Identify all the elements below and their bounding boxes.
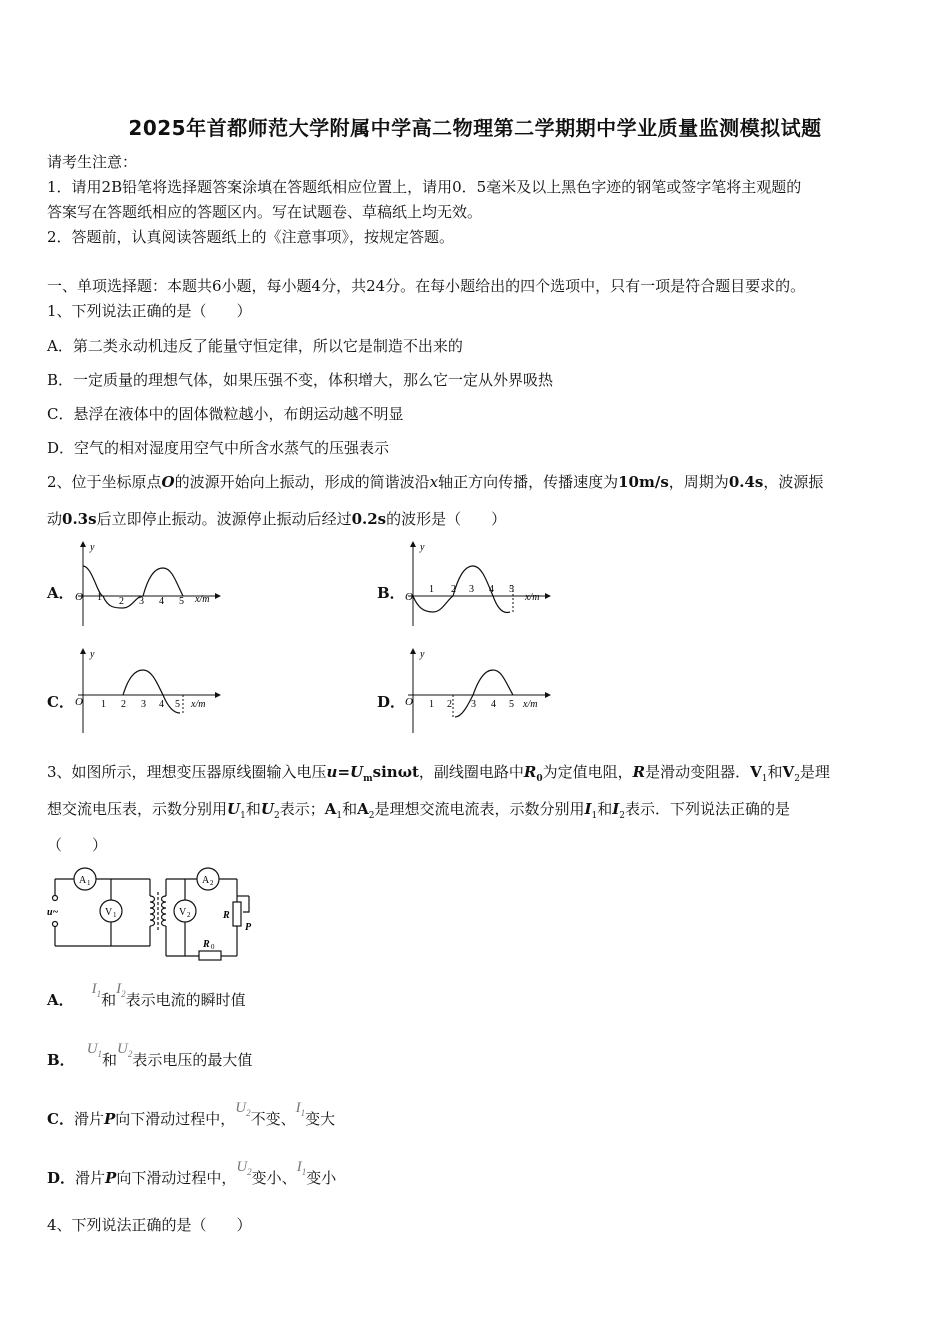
- tick-5: 5: [179, 596, 184, 607]
- svg-text:1: 1: [113, 911, 117, 919]
- q3-option-a: A．$I_1$和$I_2$表示电流的瞬时值: [47, 981, 246, 1009]
- q2-stem-line1: 2、位于坐标原点O的波源开始向上振动，形成的简谐波沿x轴正方向传播，传播速度为10m/s，周期为0.4s，波源振: [47, 473, 824, 491]
- origin-label: O: [405, 591, 413, 603]
- svg-text:P: P: [245, 922, 252, 933]
- q1-option-d: D．空气的相对湿度用空气中所含水蒸气的压强表示: [47, 439, 390, 457]
- y-label: y: [420, 649, 425, 660]
- tick-4: 4: [159, 699, 164, 710]
- q3-option-b: B．$U_1$和$U_2$表示电压的最大值: [47, 1041, 253, 1069]
- q3-option-c: C．滑片P向下滑动过程中，$U_2$不变、$I_1$变大: [47, 1100, 336, 1128]
- tick-3: 3: [141, 699, 146, 710]
- svg-text:0: 0: [211, 943, 215, 951]
- x-label: x/m: [523, 699, 538, 710]
- q3-option-d: D．滑片P向下滑动过程中，$U_2$变小、$I_1$变小: [47, 1159, 337, 1187]
- origin-label: O: [405, 696, 413, 708]
- q2-option-c-label: C．: [47, 693, 74, 711]
- q3-stem-line3: （ ）: [47, 836, 108, 854]
- svg-text:A: A: [79, 875, 87, 886]
- q3-circuit-diagram: [45, 866, 255, 962]
- q2-option-a-label: A．: [47, 584, 74, 602]
- tick-1: 1: [429, 699, 434, 710]
- q2-option-b-label: B．: [377, 584, 405, 602]
- rheostat-slider: [243, 896, 249, 912]
- input-terminal-bottom: [53, 922, 58, 927]
- notice-line-1a: 1．请用2B铅笔将选择题答案涂填在答题纸相应位置上，请用0．5毫米及以上黑色字迹的钢笔或签字笔将主观题的: [47, 178, 802, 196]
- tick-3: 3: [139, 596, 144, 607]
- tick-3: 3: [471, 699, 476, 710]
- tick-3: 3: [469, 584, 474, 595]
- page-title: 2025年首都师范大学附属中学高二物理第二学期期中学业质量监测模拟试题: [128, 116, 822, 140]
- wave-curve: [455, 670, 513, 717]
- tick-1: 1: [97, 592, 102, 603]
- y-label: y: [420, 542, 425, 553]
- wave-curve: [123, 670, 180, 713]
- input-terminal-top: [53, 896, 58, 901]
- tick-5: 5: [509, 699, 514, 710]
- primary-coil: [150, 896, 155, 926]
- q2-stem-line2: 动0.3s后立即停止振动。波源停止振动后经过0.2s的波形是（ ）: [47, 510, 507, 528]
- x-label: x/m: [195, 594, 210, 605]
- q1-option-b: B．一定质量的理想气体，如果压强不变，体积增大，那么它一定从外界吸热: [47, 371, 554, 389]
- svg-text:2: 2: [187, 911, 191, 919]
- tick-2: 2: [121, 699, 126, 710]
- tick-2: 2: [447, 699, 452, 710]
- secondary-coil: [162, 896, 167, 926]
- wave-curve: [413, 566, 510, 612]
- q2-graph-c: [70, 645, 230, 737]
- svg-text:R: R: [203, 939, 210, 950]
- tick-4: 4: [491, 699, 496, 710]
- x-label: x/m: [525, 592, 540, 603]
- svg-text:A: A: [202, 875, 210, 886]
- x-label: x/m: [191, 699, 206, 710]
- notice-heading: 请考生注意：: [47, 153, 138, 171]
- tick-1: 1: [429, 584, 434, 595]
- q1-option-a: A．第二类永动机违反了能量守恒定律，所以它是制造不出来的: [47, 337, 463, 355]
- tick-5: 5: [175, 699, 180, 710]
- svg-text:R: R: [223, 910, 230, 921]
- q3-stem-line2: 想交流电压表，示数分别用$U_1$和$U_2$表示；$A_1$和$A_2$是理想交流电流表，示数分别用$I_1$和$I_2$表示．下列说法正确的是: [47, 800, 791, 821]
- q1-stem: 1、下列说法正确的是（ ）: [47, 302, 252, 320]
- q4-stem: 4、下列说法正确的是（ ）: [47, 1216, 252, 1234]
- notice-line-1b: 答案写在答题纸相应的答题区内。写在试题卷、草稿纸上均无效。: [47, 203, 483, 221]
- tick-4: 4: [159, 596, 164, 607]
- origin-label: O: [75, 696, 83, 708]
- svg-text:1: 1: [87, 879, 91, 887]
- q1-option-c: C．悬浮在液体中的固体微粒越小，布朗运动越不明显: [47, 405, 404, 423]
- rheostat-r: [233, 902, 241, 926]
- tick-2: 2: [119, 596, 124, 607]
- origin-label: O: [75, 591, 83, 603]
- q2-graph-b: [400, 538, 560, 630]
- svg-text:V: V: [105, 907, 113, 918]
- q2-option-d-label: D．: [377, 693, 406, 711]
- svg-text:V: V: [179, 907, 187, 918]
- q3-stem-line1: 3、如图所示，理想变压器原线圈输入电压$u=U_m\sin\omega t$，副线圈电路中$R_0$为定值电阻，R是滑动变阻器．$V_1$和$V_2$是理: [47, 763, 830, 784]
- q2-graph-d: [400, 645, 560, 737]
- svg-text:2: 2: [210, 879, 214, 887]
- tick-4: 4: [489, 584, 494, 595]
- svg-text:u~: u~: [47, 907, 59, 918]
- tick-5: 5: [509, 584, 514, 595]
- tick-2: 2: [451, 584, 456, 595]
- tick-1: 1: [101, 699, 106, 710]
- notice-line-2: 2．答题前，认真阅读答题纸上的《注意事项》，按规定答题。: [47, 228, 455, 246]
- y-label: y: [90, 542, 95, 553]
- section-heading: 一、单项选择题：本题共6小题，每小题4分，共24分。在每小题给出的四个选项中，只有一项是符合题目要求的。: [47, 277, 806, 295]
- y-label: y: [90, 649, 95, 660]
- q2-graph-a: [70, 538, 230, 630]
- resistor-r0: [199, 951, 221, 960]
